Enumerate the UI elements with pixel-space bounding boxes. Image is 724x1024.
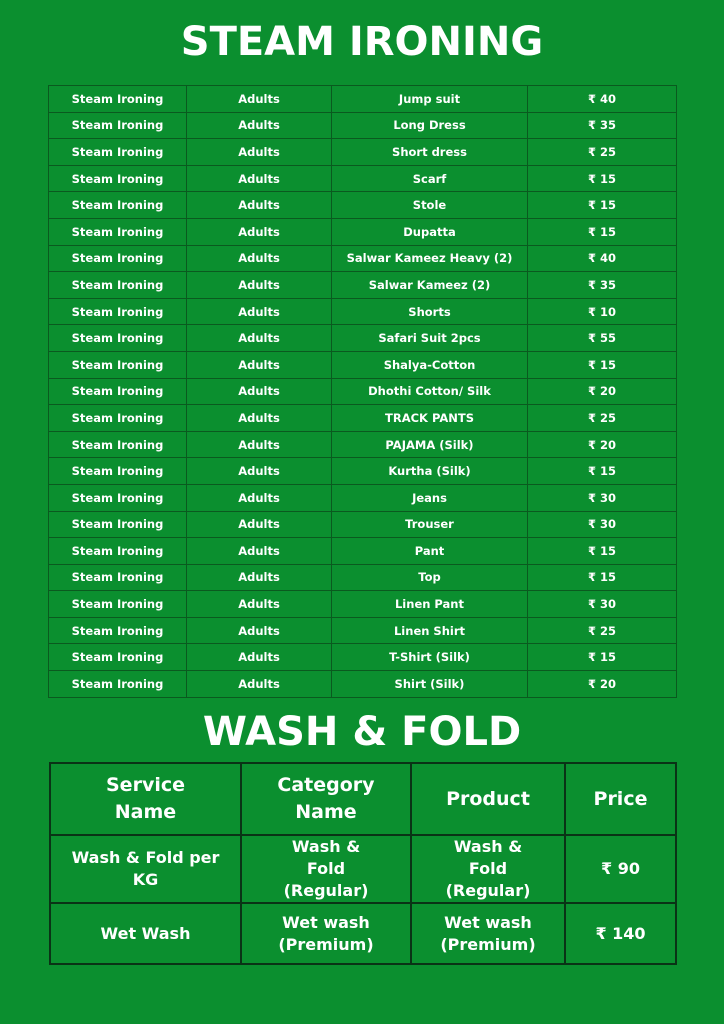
service-cell: Steam Ironing bbox=[49, 165, 187, 192]
table-row bbox=[49, 218, 677, 245]
service-cell: Steam Ironing bbox=[49, 378, 187, 405]
product-cell: Linen Shirt bbox=[332, 617, 528, 644]
service-cell: Steam Ironing bbox=[49, 405, 187, 432]
service-cell: Steam Ironing bbox=[49, 139, 187, 166]
header-service-name: Service Name bbox=[50, 763, 241, 835]
category-cell: Wet wash (Premium) bbox=[241, 903, 411, 964]
table-row bbox=[50, 835, 676, 903]
header-category-name: Category Name bbox=[241, 763, 411, 835]
category-cell: Adults bbox=[187, 272, 332, 299]
category-cell: Adults bbox=[187, 617, 332, 644]
product-cell: Shalya-Cotton bbox=[332, 351, 528, 378]
service-cell: Steam Ironing bbox=[49, 431, 187, 458]
product-cell: Wash & Fold (Regular) bbox=[411, 835, 565, 903]
product-cell: Jump suit bbox=[332, 86, 528, 113]
product-cell: Scarf bbox=[332, 165, 528, 192]
product-cell: Pant bbox=[332, 538, 528, 565]
category-cell: Wash & Fold (Regular) bbox=[241, 835, 411, 903]
table-row bbox=[49, 644, 677, 671]
steam-ironing-table-body bbox=[49, 86, 677, 698]
service-cell: Steam Ironing bbox=[49, 245, 187, 272]
steam-ironing-title: STEAM IRONING bbox=[180, 19, 544, 65]
table-row bbox=[49, 564, 677, 591]
product-cell: Stole bbox=[332, 192, 528, 219]
product-cell: PAJAMA (Silk) bbox=[332, 431, 528, 458]
table-row bbox=[49, 591, 677, 618]
table-row bbox=[49, 671, 677, 698]
category-cell: Adults bbox=[187, 484, 332, 511]
category-cell: Adults bbox=[187, 458, 332, 485]
price-cell: ₹ 90 bbox=[565, 835, 676, 903]
price-cell: ₹ 40 bbox=[528, 245, 677, 272]
product-cell: Top bbox=[332, 564, 528, 591]
wash-fold-table-body bbox=[50, 835, 676, 964]
product-cell: T-Shirt (Silk) bbox=[332, 644, 528, 671]
table-row bbox=[49, 298, 677, 325]
price-cell: ₹ 10 bbox=[528, 298, 677, 325]
table-row bbox=[49, 139, 677, 166]
price-cell: ₹ 20 bbox=[528, 378, 677, 405]
table-row bbox=[49, 272, 677, 299]
product-cell: Kurtha (Silk) bbox=[332, 458, 528, 485]
price-cell: ₹ 30 bbox=[528, 591, 677, 618]
table-row bbox=[49, 431, 677, 458]
table-row bbox=[49, 86, 677, 113]
service-cell: Steam Ironing bbox=[49, 591, 187, 618]
category-cell: Adults bbox=[187, 538, 332, 565]
product-cell: Dupatta bbox=[332, 218, 528, 245]
wash-fold-header-row bbox=[50, 763, 676, 835]
category-cell: Adults bbox=[187, 378, 332, 405]
table-row bbox=[49, 405, 677, 432]
table-row bbox=[49, 245, 677, 272]
category-cell: Adults bbox=[187, 86, 332, 113]
product-cell: Linen Pant bbox=[332, 591, 528, 618]
table-row bbox=[49, 458, 677, 485]
service-cell: Wash & Fold per KG bbox=[50, 835, 241, 903]
category-cell: Adults bbox=[187, 351, 332, 378]
service-cell: Steam Ironing bbox=[49, 325, 187, 352]
table-row bbox=[49, 165, 677, 192]
price-cell: ₹ 25 bbox=[528, 405, 677, 432]
table-row bbox=[49, 325, 677, 352]
service-cell: Wet Wash bbox=[50, 903, 241, 964]
product-cell: Shirt (Silk) bbox=[332, 671, 528, 698]
table-row bbox=[49, 112, 677, 139]
category-cell: Adults bbox=[187, 511, 332, 538]
service-cell: Steam Ironing bbox=[49, 564, 187, 591]
price-cell: ₹ 15 bbox=[528, 165, 677, 192]
price-cell: ₹ 15 bbox=[528, 564, 677, 591]
table-row bbox=[49, 378, 677, 405]
category-cell: Adults bbox=[187, 112, 332, 139]
price-cell: ₹ 15 bbox=[528, 458, 677, 485]
price-cell: ₹ 35 bbox=[528, 112, 677, 139]
category-cell: Adults bbox=[187, 325, 332, 352]
header-price: Price bbox=[565, 763, 676, 835]
price-cell: ₹ 15 bbox=[528, 538, 677, 565]
service-cell: Steam Ironing bbox=[49, 298, 187, 325]
service-cell: Steam Ironing bbox=[49, 458, 187, 485]
category-cell: Adults bbox=[187, 218, 332, 245]
service-cell: Steam Ironing bbox=[49, 351, 187, 378]
product-cell: Wet wash (Premium) bbox=[411, 903, 565, 964]
category-cell: Adults bbox=[187, 405, 332, 432]
service-cell: Steam Ironing bbox=[49, 644, 187, 671]
category-cell: Adults bbox=[187, 644, 332, 671]
category-cell: Adults bbox=[187, 298, 332, 325]
price-cell: ₹ 140 bbox=[565, 903, 676, 964]
price-cell: ₹ 30 bbox=[528, 484, 677, 511]
product-cell: Salwar Kameez Heavy (2) bbox=[332, 245, 528, 272]
service-cell: Steam Ironing bbox=[49, 484, 187, 511]
steam-ironing-table bbox=[48, 85, 677, 698]
service-cell: Steam Ironing bbox=[49, 617, 187, 644]
product-cell: Trouser bbox=[332, 511, 528, 538]
product-cell: Dhothi Cotton/ Silk bbox=[332, 378, 528, 405]
price-cell: ₹ 15 bbox=[528, 218, 677, 245]
category-cell: Adults bbox=[187, 591, 332, 618]
category-cell: Adults bbox=[187, 139, 332, 166]
category-cell: Adults bbox=[187, 192, 332, 219]
category-cell: Adults bbox=[187, 245, 332, 272]
table-row bbox=[50, 903, 676, 964]
service-cell: Steam Ironing bbox=[49, 671, 187, 698]
price-cell: ₹ 20 bbox=[528, 671, 677, 698]
wash-fold-table-head bbox=[50, 763, 676, 835]
product-cell: Salwar Kameez (2) bbox=[332, 272, 528, 299]
table-row bbox=[49, 484, 677, 511]
service-cell: Steam Ironing bbox=[49, 511, 187, 538]
header-product: Product bbox=[411, 763, 565, 835]
price-cell: ₹ 25 bbox=[528, 139, 677, 166]
table-row bbox=[49, 538, 677, 565]
service-cell: Steam Ironing bbox=[49, 192, 187, 219]
price-cell: ₹ 20 bbox=[528, 431, 677, 458]
price-cell: ₹ 15 bbox=[528, 192, 677, 219]
wash-fold-title: WASH & FOLD bbox=[202, 709, 522, 755]
table-row bbox=[49, 511, 677, 538]
price-cell: ₹ 15 bbox=[528, 351, 677, 378]
category-cell: Adults bbox=[187, 431, 332, 458]
product-cell: Long Dress bbox=[332, 112, 528, 139]
table-row bbox=[49, 617, 677, 644]
wash-fold-table bbox=[49, 762, 677, 965]
category-cell: Adults bbox=[187, 564, 332, 591]
service-cell: Steam Ironing bbox=[49, 112, 187, 139]
product-cell: Short dress bbox=[332, 139, 528, 166]
price-cell: ₹ 25 bbox=[528, 617, 677, 644]
category-cell: Adults bbox=[187, 165, 332, 192]
service-cell: Steam Ironing bbox=[49, 272, 187, 299]
price-cell: ₹ 40 bbox=[528, 86, 677, 113]
category-cell: Adults bbox=[187, 671, 332, 698]
product-cell: Safari Suit 2pcs bbox=[332, 325, 528, 352]
service-cell: Steam Ironing bbox=[49, 86, 187, 113]
table-row bbox=[49, 351, 677, 378]
product-cell: Shorts bbox=[332, 298, 528, 325]
product-cell: Jeans bbox=[332, 484, 528, 511]
price-cell: ₹ 55 bbox=[528, 325, 677, 352]
service-cell: Steam Ironing bbox=[49, 538, 187, 565]
price-cell: ₹ 35 bbox=[528, 272, 677, 299]
service-cell: Steam Ironing bbox=[49, 218, 187, 245]
table-row bbox=[49, 192, 677, 219]
price-cell: ₹ 30 bbox=[528, 511, 677, 538]
product-cell: TRACK PANTS bbox=[332, 405, 528, 432]
price-cell: ₹ 15 bbox=[528, 644, 677, 671]
